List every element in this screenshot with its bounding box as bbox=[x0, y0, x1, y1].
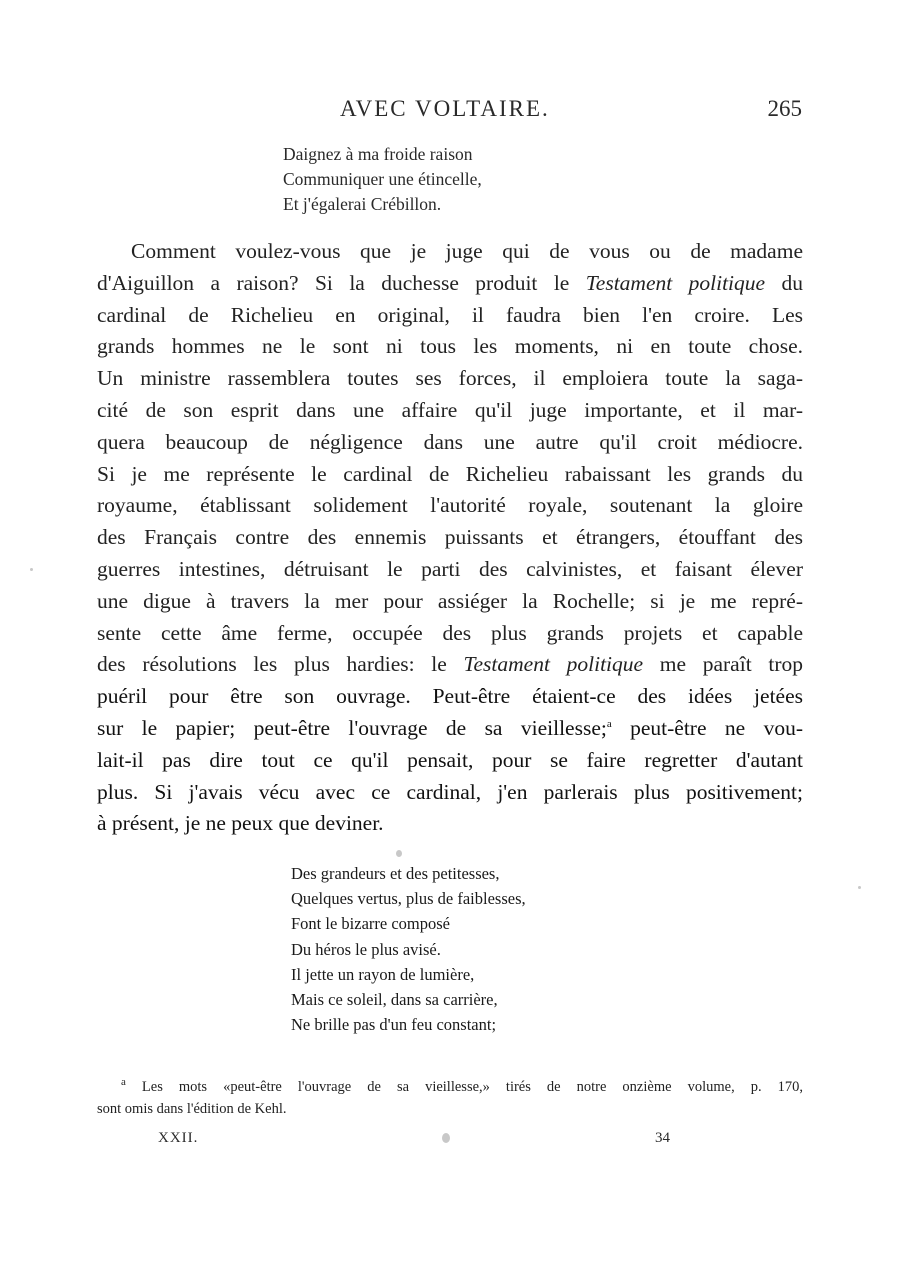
sheet-signature: 34 bbox=[655, 1130, 670, 1146]
page-number: 265 bbox=[767, 96, 802, 121]
footnote-marker: a bbox=[606, 717, 612, 730]
prose-line: grands hommes ne le sont ni tous les moments, ni en toute chose. bbox=[97, 334, 803, 359]
footnote-marker: a bbox=[121, 1076, 126, 1089]
prose-line: Comment voulez-vous que je juge qui de vous ou de madame bbox=[131, 239, 803, 263]
prose-line: Si je me représente le cardinal de Richelieu rabaissant les grands du bbox=[97, 461, 803, 486]
verse-top bbox=[283, 142, 482, 217]
prose-line: cardinal de Richelieu en original, il faudra bien l'en croire. Les bbox=[97, 302, 803, 327]
prose-line: Un ministre rassemblera toutes ses forces, il emploiera toute la saga- bbox=[97, 366, 803, 391]
prose-line: lait-il pas dire tout ce qu'il pensait, pour se faire regretter d'autant bbox=[97, 747, 803, 772]
prose-line: des Français contre des ennemis puissants et étrangers, étouffant des bbox=[97, 525, 803, 550]
footnote-line: $^a$ Les mots «peut-être l'ouvrage de sa vieillesse,» tirés de notre onzième volume, p. 170, bbox=[121, 1076, 803, 1095]
verse-line: Des grandeurs et des petitesses, bbox=[291, 864, 500, 883]
prose-line: à présent, je ne peux que deviner. bbox=[97, 811, 384, 836]
verse-bottom bbox=[291, 861, 526, 1037]
italic-title: Testament politique bbox=[463, 652, 644, 677]
prose-line: royaume, établissant solidement l'autorité royale, soutenant la gloire bbox=[97, 493, 803, 518]
prose-line: des résolutions les plus hardies: le Testament politique me paraît trop bbox=[97, 652, 803, 677]
prose-line: sur le papier; peut-être l'ouvrage de sa vieillesse;$^a$ peut-être ne vou- bbox=[97, 715, 803, 740]
prose-line: puéril pour être son ouvrage. Peut-être étaient-ce des idées jetées bbox=[97, 684, 803, 709]
prose-line: cité de son esprit dans une affaire qu'il juge importante, et il mar- bbox=[97, 397, 803, 422]
prose-line: quera beaucoup de négligence dans une autre qu'il croit médiocre. bbox=[97, 429, 803, 454]
prose-line: guerres intestines, détruisant le parti des calvinistes, et faisant élever bbox=[97, 556, 803, 581]
paper-speck bbox=[858, 886, 861, 889]
running-head bbox=[0, 96, 900, 126]
verse-line: Communiquer une étincelle, bbox=[283, 169, 482, 189]
footnote-line: sont omis dans l'édition de Kehl. bbox=[97, 1101, 287, 1117]
paper-speck bbox=[30, 568, 33, 571]
running-title: AVEC VOLTAIRE. bbox=[340, 96, 550, 121]
volume-signature: XXII. bbox=[158, 1130, 199, 1146]
verse-line: Font le bizarre composé bbox=[291, 914, 450, 934]
prose-line: sente cette âme ferme, occupée des plus grands projets et capable bbox=[97, 620, 803, 645]
prose-paragraph bbox=[97, 236, 803, 840]
prose-line: une digue à travers la mer pour assiéger la Rochelle; si je me repré- bbox=[97, 588, 803, 613]
verse-line: Mais ce soleil, dans sa carrière, bbox=[291, 990, 498, 1010]
italic-title: Testament politique bbox=[585, 270, 766, 295]
verse-line: Il jette un rayon de lumière, bbox=[291, 964, 475, 984]
verse-line: Ne brille pas d'un feu constant; bbox=[291, 1015, 497, 1035]
paper-speck bbox=[396, 850, 402, 857]
verse-line: Daignez à ma froide raison bbox=[283, 144, 473, 164]
verse-line: Du héros le plus avisé. bbox=[291, 939, 441, 959]
prose-line: plus. Si j'avais vécu avec ce cardinal, j'en parlerais plus positivement; bbox=[97, 779, 803, 804]
prose-line: d'Aiguillon a raison? Si la duchesse produit le Testament politique du bbox=[97, 270, 804, 295]
verse-line: Et j'égalerai Crébillon. bbox=[283, 194, 442, 214]
footnote bbox=[97, 1076, 803, 1120]
verse-line: Quelques vertus, plus de faiblesses, bbox=[291, 889, 526, 909]
paper-speck bbox=[442, 1133, 450, 1143]
